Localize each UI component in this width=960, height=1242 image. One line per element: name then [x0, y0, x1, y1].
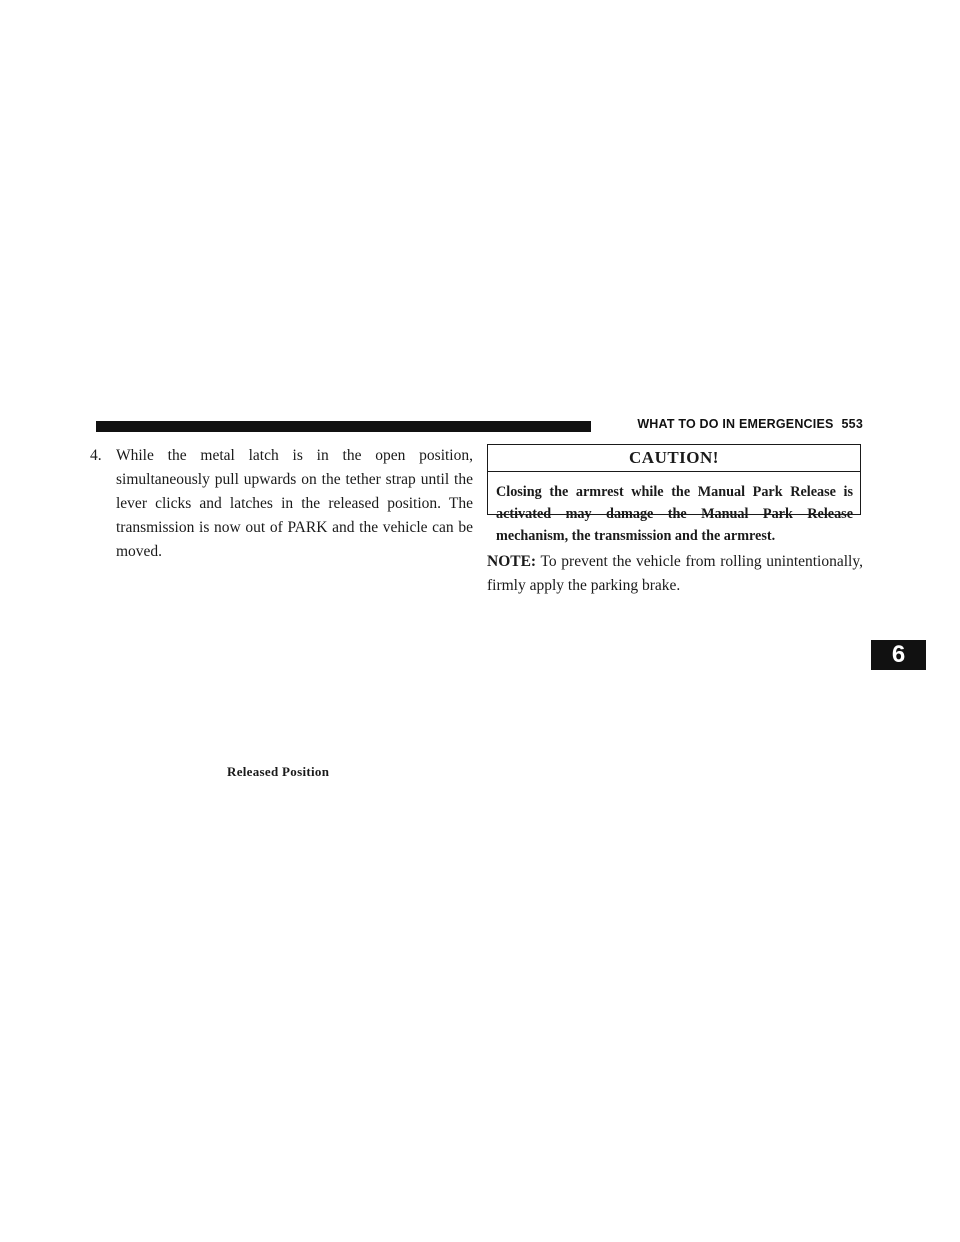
header-rule: [96, 421, 591, 432]
step-text: While the metal latch is in the open position, simultaneously pull upwards on the tether strap until the lever clicks and latches in the released position. The transmission is now out of PARK and the vehicle can be moved.: [116, 447, 473, 560]
figure-caption: Released Position: [227, 764, 330, 779]
note-paragraph: [487, 550, 863, 598]
running-header: [605, 417, 863, 431]
section-title: WHAT TO DO IN EMERGENCIES: [637, 417, 834, 431]
caution-box: [487, 444, 861, 544]
caution-text: Closing the armrest while the Manual Park Release is activated may damage the Manual Park Release mechanism, the transmission and the armrest.: [496, 484, 853, 544]
chapter-tab: 6: [871, 640, 926, 670]
page-number: 553: [841, 417, 863, 431]
step-number: 4.: [90, 447, 102, 464]
note-text: To prevent the vehicle from rolling unintentionally, firmly apply the parking brake.: [487, 553, 863, 594]
note-label: NOTE:: [487, 553, 537, 570]
procedure-step: [90, 444, 473, 564]
caution-title: CAUTION!: [488, 445, 860, 472]
